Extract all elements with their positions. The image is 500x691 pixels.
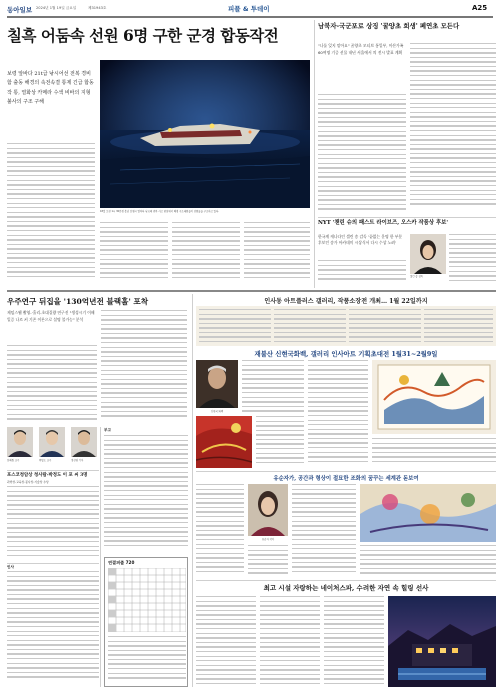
celine-song-photo	[410, 234, 446, 274]
section-title: 피플 & 투데이	[228, 5, 270, 13]
insa-body	[7, 571, 99, 687]
art-body-c	[308, 360, 368, 468]
divider-art-mid	[196, 471, 496, 472]
nyt-body-left	[318, 260, 406, 284]
divider-main-right	[314, 20, 315, 288]
feature-headline: 우주연구 뒤집을 '130억년전 블랙홀' 포착	[7, 297, 149, 306]
paper-name: 동아일보	[7, 6, 33, 14]
art-top-text-1	[199, 309, 271, 343]
feature-body-col2	[101, 310, 187, 425]
shin-painting-art	[196, 416, 252, 468]
puzzle-title: 연결퍼즐 720	[108, 560, 135, 565]
rescue-photo	[100, 60, 310, 208]
celine-song-caption: 셀린 송 감독	[410, 275, 424, 278]
right-quote: "나를 잊지 말아요" 꿀양초 모티브 통일부, 이산가족 60여명 기증 선물 내년 서울에서 의 전시 발표 계획	[318, 43, 404, 55]
person-1-art	[7, 427, 33, 457]
yu-caption: 유순자 작가	[261, 538, 275, 541]
gallery-painting	[372, 360, 496, 434]
divider-award	[7, 470, 99, 471]
art-banner: 인사동 아트플러스 갤러리, 작품소장전 개최… 1월 22일까지	[264, 298, 428, 305]
art-sub2: 유순자가, 공간과 형상이 절묘한 조화의 꿈꾸는 세계관 돋보여	[273, 476, 419, 482]
gallery-painting-art	[372, 360, 496, 434]
masthead	[0, 0, 500, 18]
spa-photo	[388, 596, 496, 687]
rescue-caption: 18일 오전 1시 30분경 충남 보령시 앞바다 낚싯배 전복 사고 현장에서 해경 구조대원들이 선원들을 구조하고 있다.	[100, 210, 220, 213]
nyt-sub: 한국계 캐나다인 셀린 송 감독 '끝없는 운명 한 부분 후보인 송가 아카데미 시상식서 다시 수상 노려'	[318, 234, 403, 246]
feature-body-col1	[7, 345, 97, 425]
page-number: A25	[472, 4, 488, 12]
people-row	[7, 427, 97, 467]
bugo-label: 부고	[104, 428, 111, 432]
bugo-body	[104, 435, 188, 553]
main-body-col1	[7, 143, 95, 283]
shin-portrait-art	[196, 360, 238, 408]
art-sub1: 재불산 신현국화백, 갤러리 인사아트 기획초대전 1월31~2월9일	[254, 350, 438, 358]
art-top-text-2	[274, 309, 346, 343]
spa-body-3	[324, 596, 384, 687]
right-body-col1	[318, 94, 406, 214]
art-body-e	[196, 484, 244, 578]
art-top-box	[196, 306, 496, 346]
award-headline: 포스코청암상 청사람-박정도 이 포 씨 3명	[7, 473, 88, 478]
spa-photo-art	[388, 596, 496, 687]
person-3-art	[71, 427, 97, 457]
art-body-b	[256, 416, 304, 468]
art-body-f	[248, 545, 288, 578]
person-2-art	[39, 427, 65, 457]
spa-body-2	[260, 596, 320, 687]
yu-portrait	[248, 484, 288, 536]
main-headline: 칠흑 어둠속 선원 6명 구한 군경 합동작전	[7, 26, 279, 45]
art-body-h	[360, 545, 496, 578]
yu-painting	[360, 484, 496, 542]
main-body-col2	[100, 222, 168, 284]
right-headline: 남북자-국군포로 상징 '꿀양초 희생' 폐연초 모든다	[318, 22, 460, 30]
divider-mid-left	[100, 427, 101, 687]
art-body-a	[242, 360, 304, 415]
person-photo-3	[71, 427, 97, 457]
nyt-headline: NYT '챈린 슈의 패스트 라이브즈, 오스카 작품상 후보'	[318, 220, 449, 226]
main-body-col3	[172, 222, 240, 284]
divider-nyt	[318, 217, 496, 218]
issue-number: 제31943호	[88, 6, 107, 10]
masthead-rule	[7, 16, 493, 18]
divider-art	[192, 294, 193, 687]
art-body-d	[372, 438, 496, 468]
date-line: 2024년 1월 19일 금요일	[36, 6, 77, 10]
spa-headline: 최고 시설 자랑하는 네이처스파, 수려한 자연 속 힐링 선사	[263, 584, 429, 592]
art-top-text-4	[424, 309, 493, 343]
person-photo-2	[39, 427, 65, 457]
rescue-photo-art	[100, 60, 310, 208]
award-body	[7, 486, 99, 561]
portrait-art	[410, 234, 446, 274]
nyt-body	[449, 234, 496, 284]
puzzle-box	[104, 557, 188, 687]
insa-label: 인사	[7, 565, 14, 569]
award-sub: 과학상-교육상-봉사상-기술상 수상	[7, 480, 49, 484]
divider-upper-lower	[7, 290, 496, 292]
shin-portrait	[196, 360, 238, 408]
yu-portrait-art	[248, 484, 288, 536]
art-body-g	[292, 484, 356, 578]
main-body-col4	[244, 222, 310, 284]
spa-body-1	[196, 596, 256, 687]
person-name-3: 정진영 기자	[71, 459, 84, 462]
right-body-col2	[410, 43, 496, 215]
shin-caption: 신현국 화백	[210, 410, 224, 413]
puzzle-clues	[108, 636, 186, 684]
feature-sub: 제임스웹 촬영-·홀리-초대질량 연구진 "생성시기 이해 일증 나르 커 기존 이론으로 설명 불가능" 분석	[7, 310, 95, 322]
divider-spa	[196, 580, 496, 581]
main-lead: 보령 앞바다 21t급 낚시어선 전복 경비함 출동 해경의 속전속결 통제 긴급 합동작 통, 열화상 카메라 수색 비바의 지형 불사의 구조 구해	[7, 71, 94, 106]
yu-painting-art	[360, 484, 496, 542]
person-photo-1	[7, 427, 33, 457]
divider-insa	[7, 563, 99, 564]
person-name-2: 박형도 교수	[39, 459, 52, 462]
art-top-text-3	[349, 309, 421, 343]
person-name-1: 한혜원 교수	[7, 459, 20, 462]
shin-painting	[196, 416, 252, 468]
puzzle-grid	[108, 568, 186, 632]
